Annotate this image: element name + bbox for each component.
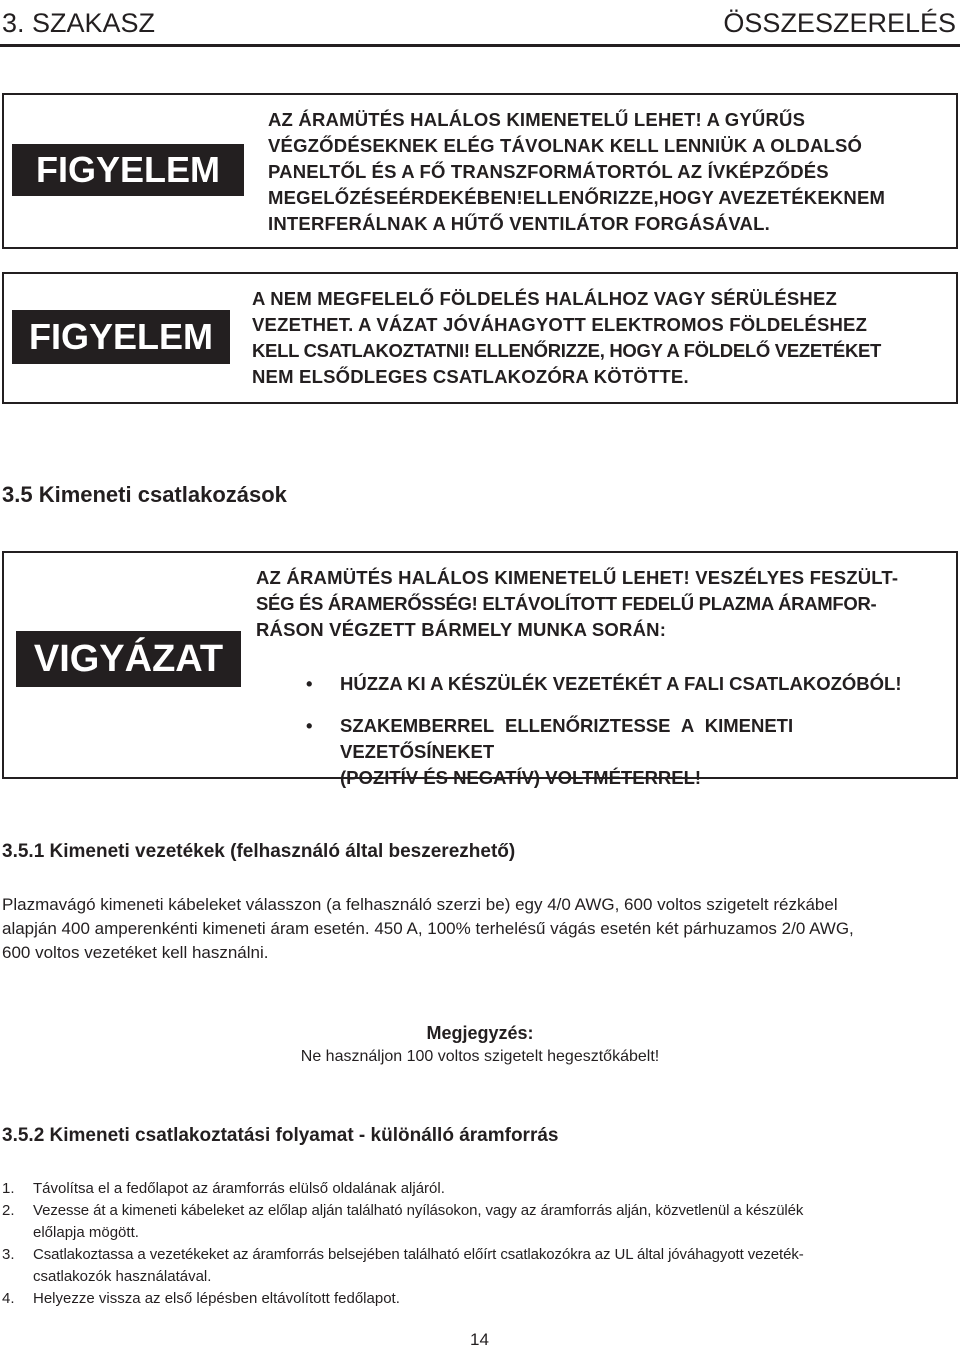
body-paragraph [2,893,958,965]
caution-box [2,551,958,788]
caution-tag: VIGYÁZAT [16,631,241,687]
caution-line: SÉG ÉS ÁRAMERŐSSÉG! ELTÁVOLÍTOTT FEDELŰ PLAZMA ÁRAMFOR- [256,593,877,614]
warning-tag: FIGYELEM [12,144,244,196]
warning-line: AZ ÁRAMÜTÉS HALÁLOS KIMENETELŰ LEHET! A GYŰRŰS [268,109,806,130]
list-text: csatlakozók használatával. [33,1268,212,1285]
list-item [0,1200,960,1244]
list-text: Csatlakoztassa a vezetékeket az áramforrás belsejében található előírt csatlakozókra az UL által jóváhagyott vezeték- [33,1246,804,1263]
section-heading-3-5-1: 3.5.1 Kimeneti vezetékek (felhasználó által beszerezhető) [2,841,516,862]
paragraph-line: 600 voltos vezetéket kell használni. [2,943,269,962]
paragraph-line: Plazmavágó kimeneti kábeleket válasszon (a felhasználó szerzi be) egy 4/0 AWG, 600 voltos szigetelt rézkábel [2,895,838,914]
list-item [0,1244,960,1288]
warning-line: VÉGZŐDÉSEKNEK ELÉG TÁVOLNAK KELL LENNIÜK A OLDALSÓ [268,135,863,156]
note-block [0,1020,960,1068]
header-divider [0,44,960,47]
warning-line: MEGELŐZÉSEÉRDEKÉBEN!ELLENŐRIZZE,HOGY AVEZETÉKEKNEM [268,187,886,208]
note-text: Ne használjon 100 voltos szigetelt hegesztőkábelt! [300,1048,660,1065]
bullet-text: (POZITÍV ÉS NEGATÍV) VOLTMÉTERREL! [340,767,702,788]
list-number: 4. [2,1290,15,1307]
bullet-icon: • [306,715,313,736]
paragraph-line: alapján 400 amperenkénti kimeneti áram esetén. 450 A, 100% terhelésű vágás esetén két párhuzamos 2/0 AWG, [2,919,854,938]
section-title: ÖSSZESZERELÉS [723,8,956,38]
caution-text [256,565,946,643]
warning-line: PANELTŐL ÉS A FŐ TRANSZFORMÁTORTÓL AZ ÍVKÉPZŐDÉS [268,161,829,182]
list-text: előlapja mögött. [33,1224,139,1241]
list-number: 3. [2,1246,15,1263]
list-number: 2. [2,1202,15,1219]
page-header [0,6,956,46]
list-number: 1. [2,1180,15,1197]
bullet-text: SZAKEMBERREL ELLENŐRIZTESSE A KIMENETI VEZETŐSÍNEKET [340,715,794,762]
note-title: Megjegyzés: [426,1023,534,1043]
list-text: Helyezze vissza az első lépésben eltávolított fedőlapot. [33,1290,400,1307]
warning-text [252,286,948,390]
section-label: 3. SZAKASZ [2,8,156,38]
page-number: 14 [470,1330,489,1349]
caution-bullet [306,713,946,791]
steps-list [0,1178,960,1310]
warning-line: INTERFERÁLNAK A HŰTŐ VENTILÁTOR FORGÁSÁVAL. [268,213,770,234]
warning-box-1 [2,93,958,249]
list-text: Vezesse át a kimeneti kábeleket az előlap alján található nyílásokon, vagy az áramforrás alján, közvetlenül a készülék [33,1202,804,1219]
warning-line: KELL CSATLAKOZTATNI! ELLENŐRIZZE, HOGY A FÖLDELŐ VEZETÉKET [252,340,882,361]
list-text: Távolítsa el a fedőlapot az áramforrás elülső oldalának aljáról. [33,1180,445,1197]
warning-text [268,107,948,237]
warning-line: VEZETHET. A VÁZAT JÓVÁHAGYOTT ELEKTROMOS FÖLDELÉSHEZ [252,314,868,335]
caution-line: RÁSON VÉGZETT BÁRMELY MUNKA SORÁN: [256,619,667,640]
section-heading-3-5-2: 3.5.2 Kimeneti csatlakoztatási folyamat - különálló áramforrás [2,1125,559,1146]
warning-box-2 [2,272,958,404]
section-heading-3-5: 3.5 Kimeneti csatlakozások [2,482,287,507]
warning-line: NEM ELSŐDLEGES CSATLAKOZÓRA KÖTÖTTE. [252,366,689,387]
caution-line: AZ ÁRAMÜTÉS HALÁLOS KIMENETELŰ LEHET! VESZÉLYES FESZÜLT- [256,567,899,588]
list-item [0,1288,960,1310]
warning-tag: FIGYELEM [12,310,230,364]
list-item [0,1178,960,1200]
warning-line: A NEM MEGFELELŐ FÖLDELÉS HALÁLHOZ VAGY SÉRÜLÉSHEZ [252,288,838,309]
caution-bullet [306,671,946,697]
bullet-text: HÚZZA KI A KÉSZÜLÉK VEZETÉKÉT A FALI CSATLAKOZÓBÓL! [340,673,902,694]
bullet-icon: • [306,673,313,694]
